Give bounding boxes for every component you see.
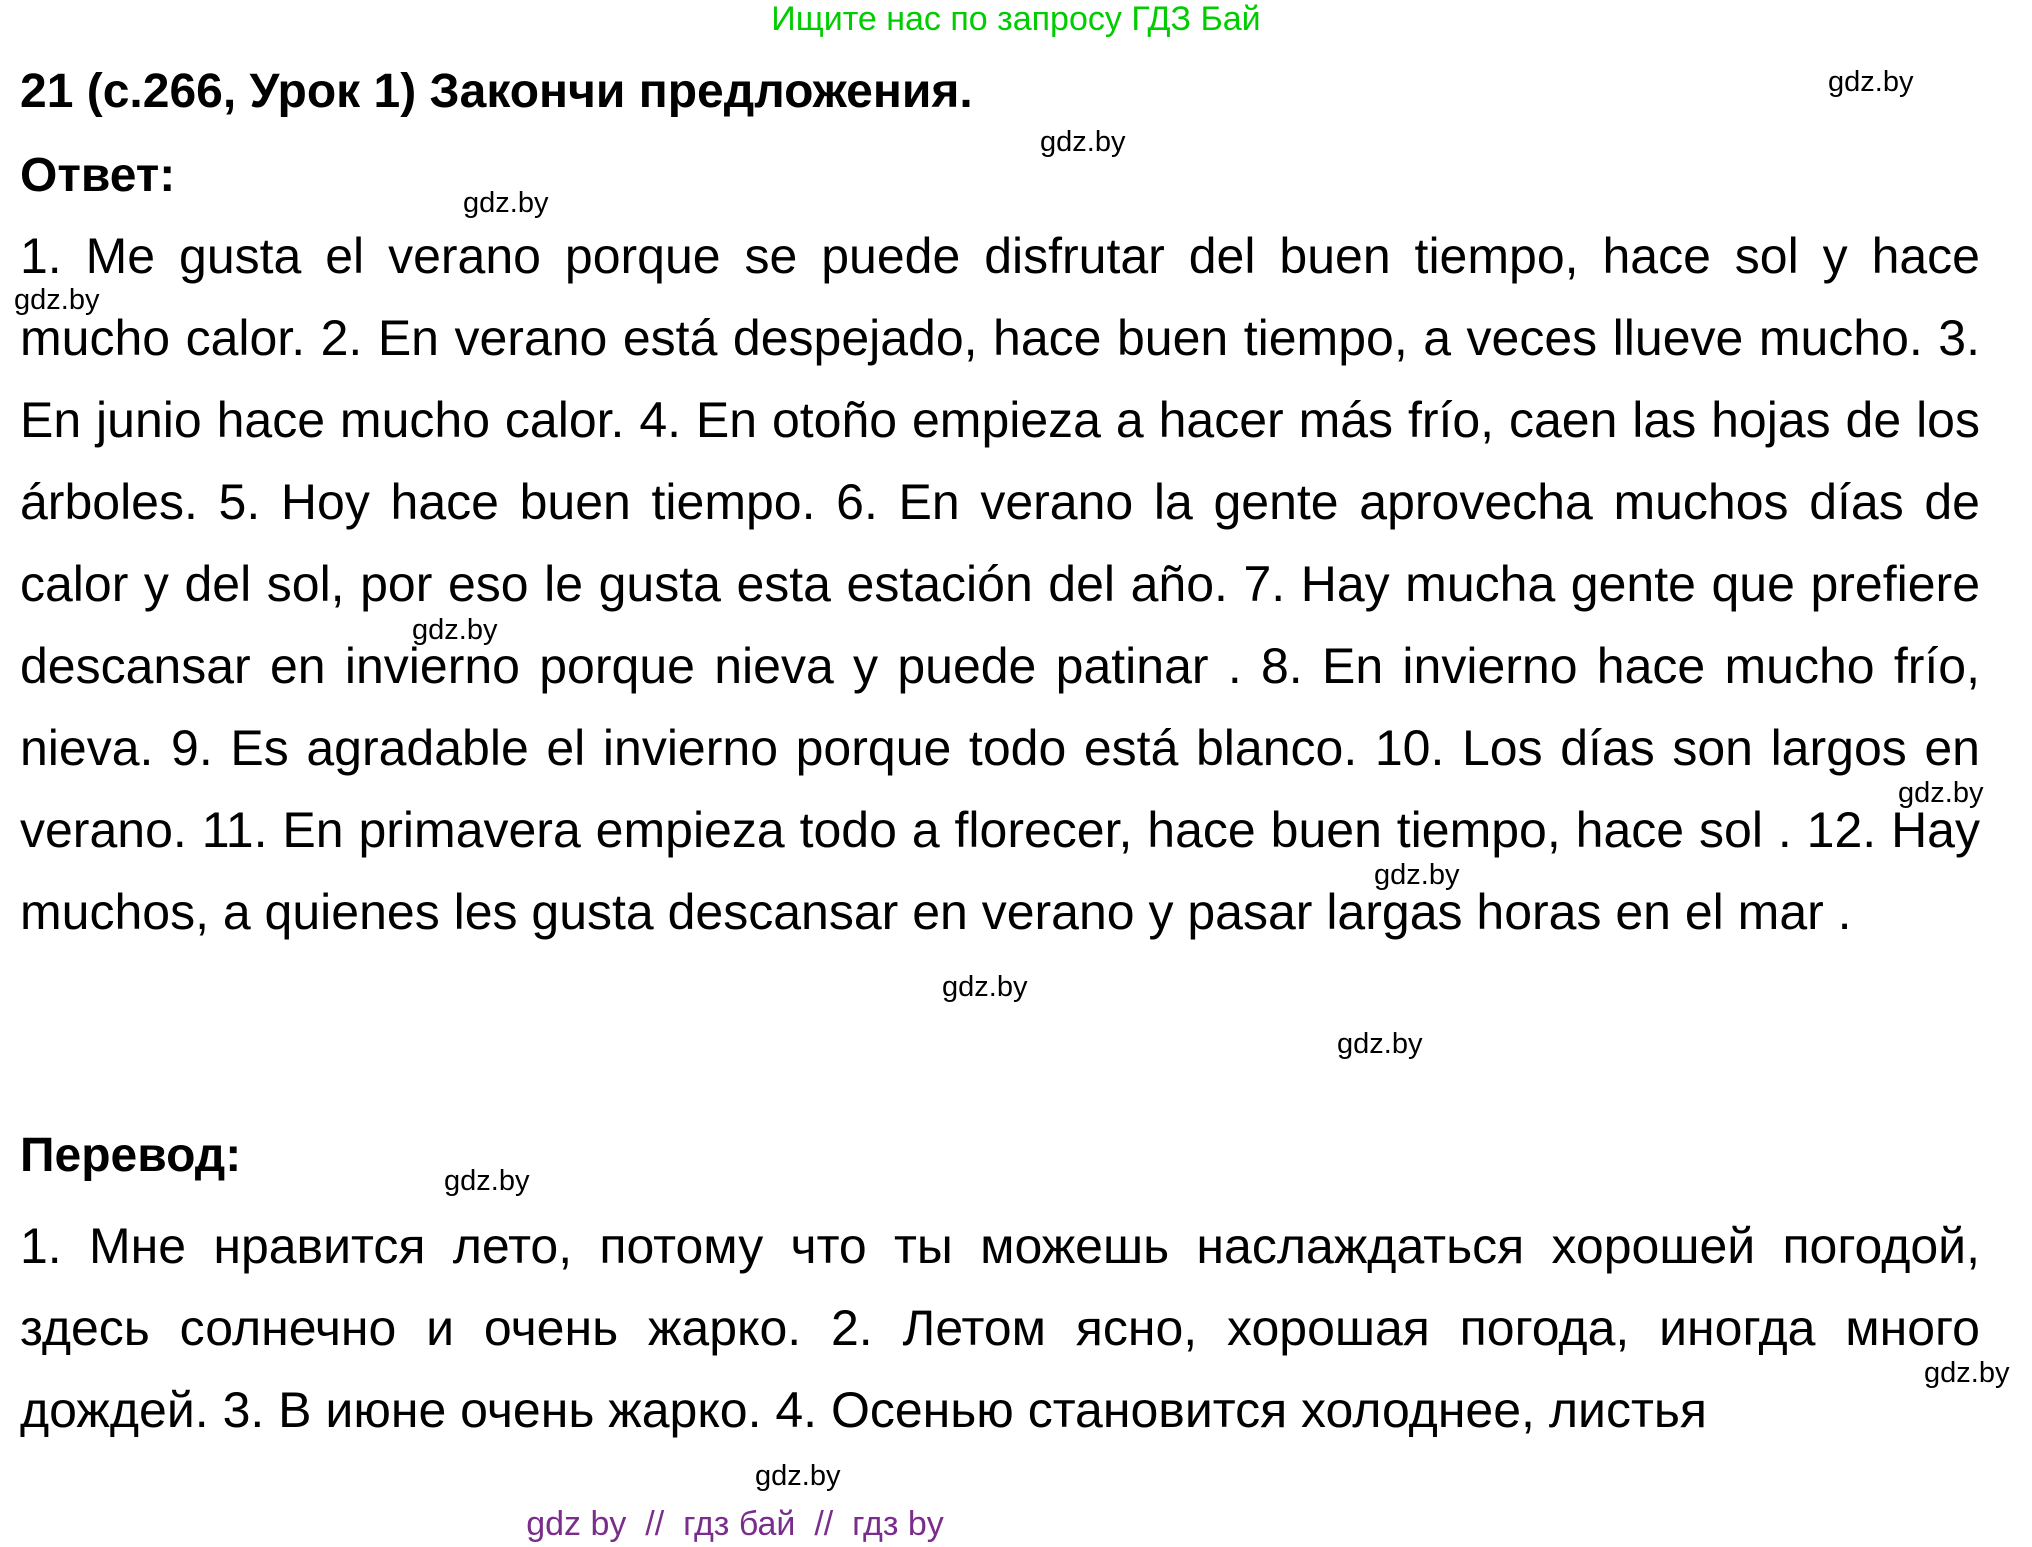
watermark: gdz.by [1924,1357,2010,1389]
top-banner: Ищите нас по запросу ГДЗ Бай [771,0,1261,38]
watermark: gdz.by [444,1165,530,1197]
watermark: gdz.by [942,971,1028,1003]
watermark: gdz.by [14,284,100,316]
exercise-title: 21 (с.266, Урок 1) Закончи предложения. [20,65,973,118]
translation-label: Перевод: [20,1129,242,1182]
watermark: gdz.by [463,187,549,219]
answer-label: Ответ: [20,149,176,202]
watermark: gdz.by [755,1460,841,1492]
watermark: gdz.by [1898,777,1984,809]
watermark: gdz.by [1337,1028,1423,1060]
watermark: gdz.by [1828,66,1914,98]
watermark: gdz.by [412,614,498,646]
answer-text: 1. Me gusta el verano porque se puede disfrutar del buen tiempo, hace sol y hace mucho calor. 2. En verano está despejado, hace buen tiempo, a veces llueve mucho. 3. En junio hace mucho calor. 4. En otoño empieza a hacer más frío, caen las hojas de los árboles. 5. Hoy hace buen tiempo. 6. En verano la gente aprovecha muchos días de calor y del sol, por eso le gusta esta estación del año. 7. Hay mucha gente que prefiere descansar en invierno porque nieva y puede patinar . 8. En invierno hace mucho frío, nieva. 9. Es agradable el invierno porque todo está blanco. 10. Los días son largos en verano. 11. En primavera empieza todo a florecer, hace buen tiempo, hace sol . 12. Hay muchos, a quienes les gusta descansar en verano y pasar largas horas en el mar . [20,228,1980,940]
footer-links: gdz by // гдз бай // гдз by [526,1505,944,1543]
watermark: gdz.by [1040,126,1126,158]
watermark: gdz.by [1374,859,1460,891]
translation-text: 1. Мне нравится лето, потому что ты можешь наслаждаться хорошей погодой, здесь солнечно и очень жарко. 2. Летом ясно, хорошая погода, иногда много дождей. 3. В июне очень жарко. 4. Осенью становится холоднее, листья [20,1218,1980,1438]
